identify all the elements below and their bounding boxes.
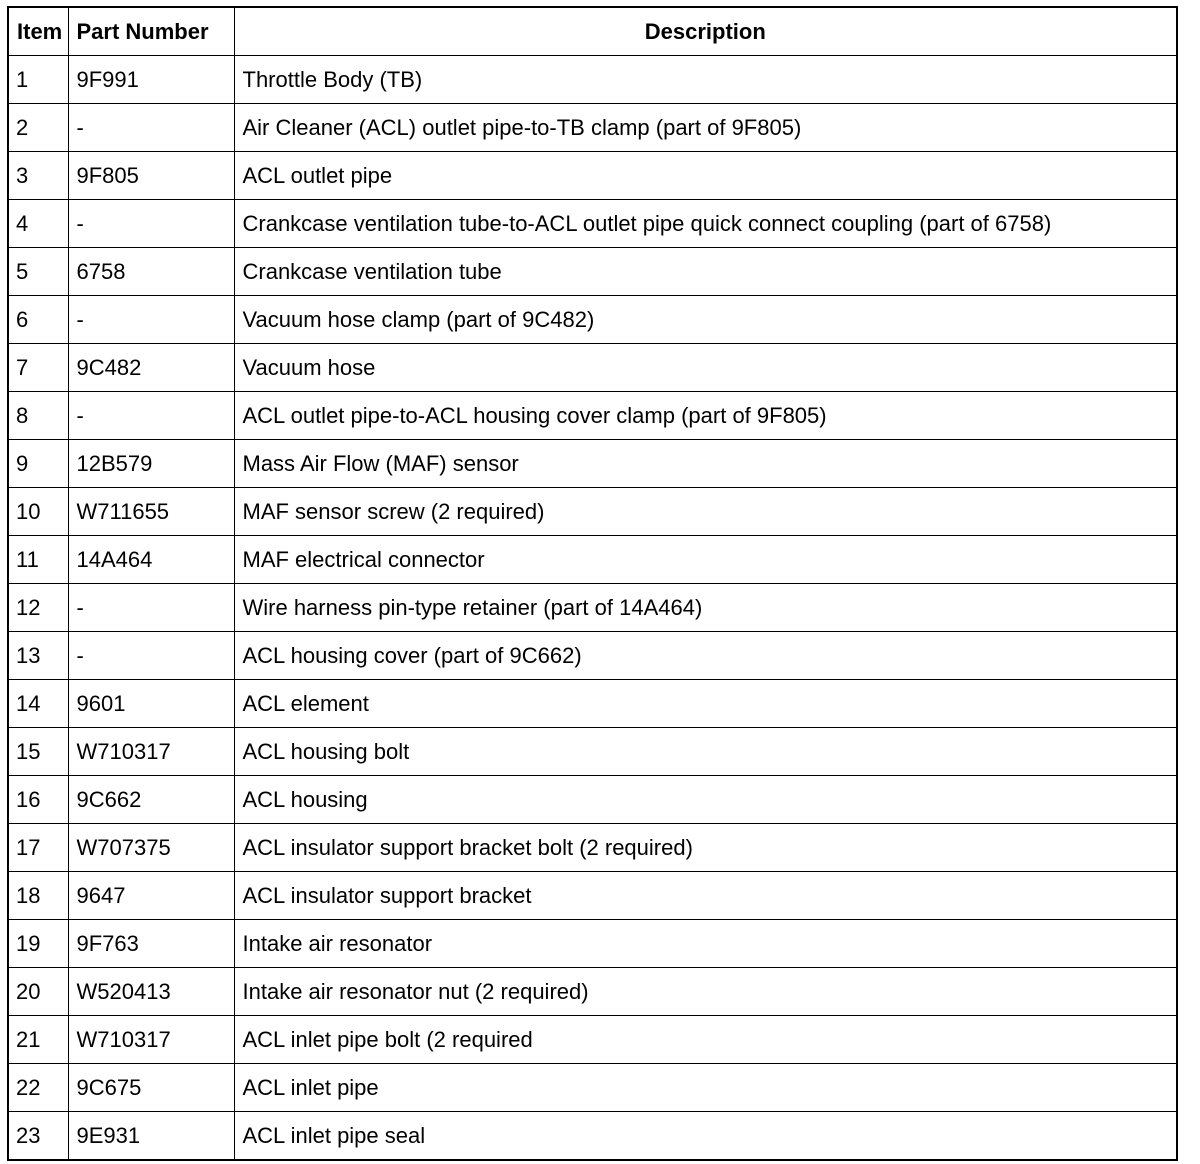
cell-item: 23 [8,1112,68,1161]
cell-description: ACL outlet pipe [234,152,1177,200]
table-row [8,152,1177,200]
table-row [8,56,1177,104]
cell-part-number: - [68,104,234,152]
cell-part-number: 9C482 [68,344,234,392]
cell-item: 6 [8,296,68,344]
cell-item: 10 [8,488,68,536]
cell-description: ACL inlet pipe seal [234,1112,1177,1161]
table-row [8,392,1177,440]
cell-part-number: - [68,584,234,632]
cell-part-number: W710317 [68,728,234,776]
cell-description: Intake air resonator [234,920,1177,968]
cell-description: Throttle Body (TB) [234,56,1177,104]
table-row [8,680,1177,728]
cell-item: 18 [8,872,68,920]
table-row [8,536,1177,584]
cell-part-number: W520413 [68,968,234,1016]
cell-item: 19 [8,920,68,968]
cell-part-number: W707375 [68,824,234,872]
table-row [8,104,1177,152]
cell-item: 15 [8,728,68,776]
cell-description: ACL element [234,680,1177,728]
table-row [8,728,1177,776]
table-row [8,920,1177,968]
cell-part-number: - [68,296,234,344]
header-part-number: Part Number [68,7,234,56]
cell-item: 11 [8,536,68,584]
cell-description: ACL housing bolt [234,728,1177,776]
table-row [8,1112,1177,1161]
header-description: Description [234,7,1177,56]
table-row [8,1016,1177,1064]
table-header [8,7,1177,56]
cell-item: 1 [8,56,68,104]
cell-item: 20 [8,968,68,1016]
cell-item: 5 [8,248,68,296]
cell-description: ACL insulator support bracket bolt (2 required) [234,824,1177,872]
header-row [8,7,1177,56]
table-row [8,248,1177,296]
cell-part-number: 9C662 [68,776,234,824]
cell-part-number: 12B579 [68,440,234,488]
cell-description: ACL outlet pipe-to-ACL housing cover clamp (part of 9F805) [234,392,1177,440]
cell-part-number: W711655 [68,488,234,536]
cell-description: MAF electrical connector [234,536,1177,584]
cell-part-number: 14A464 [68,536,234,584]
cell-part-number: - [68,392,234,440]
cell-item: 13 [8,632,68,680]
cell-item: 8 [8,392,68,440]
cell-description: Intake air resonator nut (2 required) [234,968,1177,1016]
parts-table [7,6,1178,1161]
cell-item: 9 [8,440,68,488]
cell-part-number: 9C675 [68,1064,234,1112]
cell-part-number: 9F805 [68,152,234,200]
table-row [8,488,1177,536]
cell-part-number: 9F991 [68,56,234,104]
cell-description: Crankcase ventilation tube-to-ACL outlet pipe quick connect coupling (part of 6758) [234,200,1177,248]
cell-item: 16 [8,776,68,824]
cell-item: 12 [8,584,68,632]
cell-part-number: 9F763 [68,920,234,968]
table-row [8,344,1177,392]
cell-description: Wire harness pin-type retainer (part of 14A464) [234,584,1177,632]
cell-part-number: 9E931 [68,1112,234,1161]
cell-item: 7 [8,344,68,392]
cell-description: ACL inlet pipe [234,1064,1177,1112]
cell-description: ACL inlet pipe bolt (2 required [234,1016,1177,1064]
cell-description: Vacuum hose clamp (part of 9C482) [234,296,1177,344]
cell-part-number: W710317 [68,1016,234,1064]
cell-part-number: - [68,632,234,680]
cell-item: 2 [8,104,68,152]
cell-part-number: 9647 [68,872,234,920]
cell-description: ACL insulator support bracket [234,872,1177,920]
cell-description: MAF sensor screw (2 required) [234,488,1177,536]
table-body [8,56,1177,1161]
header-item: Item [8,7,68,56]
table-row [8,440,1177,488]
cell-item: 3 [8,152,68,200]
cell-description: ACL housing [234,776,1177,824]
table-row [8,632,1177,680]
cell-description: ACL housing cover (part of 9C662) [234,632,1177,680]
table-row [8,200,1177,248]
cell-part-number: 9601 [68,680,234,728]
cell-description: Mass Air Flow (MAF) sensor [234,440,1177,488]
table-row [8,824,1177,872]
table-row [8,1064,1177,1112]
cell-description: Air Cleaner (ACL) outlet pipe-to-TB clamp (part of 9F805) [234,104,1177,152]
cell-item: 14 [8,680,68,728]
table-row [8,296,1177,344]
cell-item: 17 [8,824,68,872]
table-row [8,872,1177,920]
table-row [8,776,1177,824]
cell-item: 4 [8,200,68,248]
table-row [8,584,1177,632]
cell-part-number: - [68,200,234,248]
cell-item: 21 [8,1016,68,1064]
cell-description: Crankcase ventilation tube [234,248,1177,296]
table-row [8,968,1177,1016]
cell-part-number: 6758 [68,248,234,296]
cell-description: Vacuum hose [234,344,1177,392]
cell-item: 22 [8,1064,68,1112]
